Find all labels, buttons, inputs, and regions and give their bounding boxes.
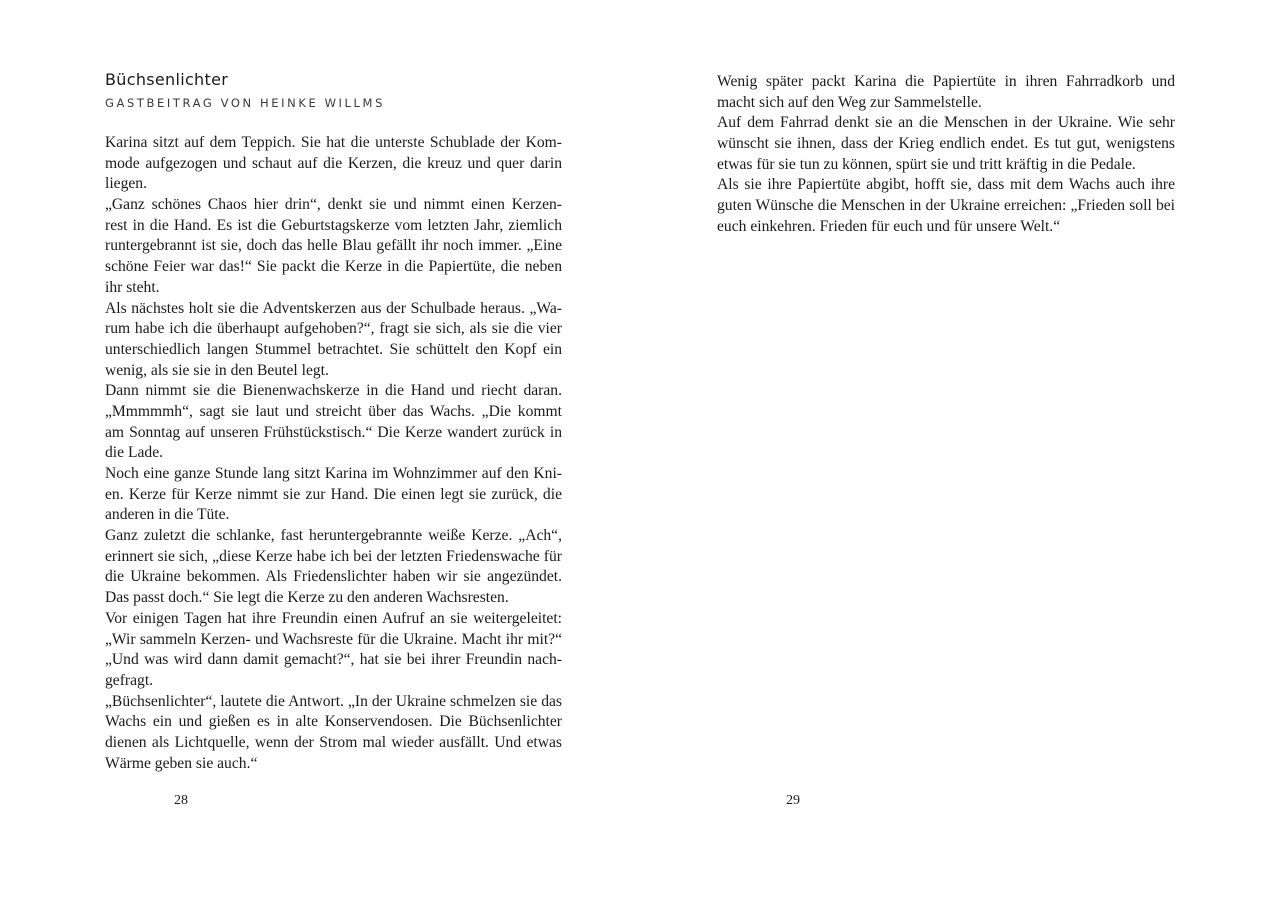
text-line: Wärme geben sie auch.“ [105, 754, 258, 772]
text-line: dienen als Lichtquelle, wenn der Strom mal wieder ausfällt. Und etwas [105, 733, 562, 751]
text-line: etwas für sie tun zu können, spürt sie und tritt kräftig in die Pedale. [717, 155, 1136, 173]
text-line: am Sonntag auf unseren Frühstückstisch.“ Die Kerze wandert zurück in [105, 423, 562, 441]
text-line: runtergebrannt ist sie, doch das helle Blau gefällt ihr noch immer. „Eine [105, 237, 562, 255]
text-line: Wenig später packt Karina die Papiertüte in ihren Fahrradkorb und [717, 73, 1175, 90]
text-line: die Lade. [105, 444, 164, 462]
text-line: Das passt doch.“ Sie legt die Kerze zu den anderen Wachsresten. [105, 589, 509, 607]
text-line: Als sie ihre Papiertüte abgibt, hofft sie, dass mit dem Wachs auch ihre [717, 176, 1175, 194]
text-line: schöne Feier war das!“ Sie packt die Kerze in die Papiertüte, die neben [105, 258, 562, 276]
text-line: macht sich auf den Weg zur Sammelstelle. [717, 93, 982, 111]
text-line: Wachs ein und gießen es in alte Konservendosen. Die Büchsenlichter [105, 713, 562, 731]
text-line: guten Wünsche die Menschen in der Ukraine erreichen: „Frieden soll bei [717, 197, 1175, 215]
text-line: die Ukraine bekommen. Als Friedenslichter haben wir sie angezündet. [105, 568, 562, 586]
text-line: erinnert sie sich, „diese Kerze habe ich bei der letzten Friedenswache für [105, 547, 562, 565]
text-line: Noch eine ganze Stunde lang sitzt Karina im Wohnzimmer auf den Kni- [105, 465, 562, 482]
text-line: „Wir sammeln Kerzen- und Wachsreste für die Ukraine. Macht ihr mit?“ [105, 630, 562, 648]
text-line: gefragt. [105, 671, 154, 689]
text-line: en. Kerze für Kerze nimmt sie zur Hand. Die einen legt sie zurück, die [105, 485, 562, 503]
page-number-right: 29 [786, 793, 800, 808]
text-line: unterschiedlich langen Stummel betrachtet. Sie schüttelt den Kopf ein [105, 340, 562, 358]
text-line: „Und was wird dann damit gemacht?“, hat sie bei ihrer Freundin nach- [105, 651, 562, 669]
article-title: Büchsenlichter [105, 70, 229, 89]
text-line: Karina sitzt auf dem Teppich. Sie hat die unterste Schublade der Kom- [105, 134, 562, 151]
text-line: „Büchsenlichter“, lautete die Antwort. „In der Ukraine schmelzen sie das [105, 692, 562, 710]
right-page [640, 0, 1280, 912]
text-line: Dann nimmt sie die Bienenwachskerze in die Hand und riecht daran. [105, 382, 562, 400]
page-number-left: 28 [174, 793, 188, 808]
text-line: Als nächstes holt sie die Adventskerzen aus der Schulbade heraus. „Wa- [105, 299, 562, 317]
text-line: anderen in die Tüte. [105, 506, 230, 524]
text-line: Auf dem Fahrrad denkt sie an die Menschen in der Ukraine. Wie sehr [717, 114, 1175, 132]
text-line: rum habe ich die überhaupt aufgehoben?“, fragt sie sich, als sie die vier [105, 320, 562, 338]
text-line: ihr steht. [105, 278, 160, 296]
text-line: mode aufgezogen und schaut auf die Kerzen, die kreuz und quer darin [105, 154, 562, 172]
text-line: „Mmmmmh“, sagt sie laut und streicht über das Wachs. „Die kommt [105, 402, 562, 420]
text-line: „Ganz schönes Chaos hier drin“, denkt sie und nimmt einen Kerzen- [105, 196, 562, 214]
text-line: liegen. [105, 175, 147, 193]
text-line: wünscht sie ihnen, dass der Krieg endlich endet. Es tut gut, wenigstens [717, 135, 1175, 153]
text-line: rest in die Hand. Es ist die Geburtstagskerze vom letzten Jahr, ziemlich [105, 216, 562, 234]
text-line: euch einkehren. Frieden für euch und für unsere Welt.“ [717, 217, 1061, 235]
left-body-text [105, 133, 562, 774]
text-line: Vor einigen Tagen hat ihre Freundin einen Aufruf an sie weitergeleitet: [105, 609, 562, 627]
text-line: wenig, als sie sie in den Beutel legt. [105, 361, 329, 379]
right-body-text [717, 72, 1175, 238]
text-line: Ganz zuletzt die schlanke, fast heruntergebrannte weiße Kerze. „Ach“, [105, 527, 562, 545]
article-byline: GASTBEITRAG VON HEINKE WILLMS [105, 96, 385, 110]
